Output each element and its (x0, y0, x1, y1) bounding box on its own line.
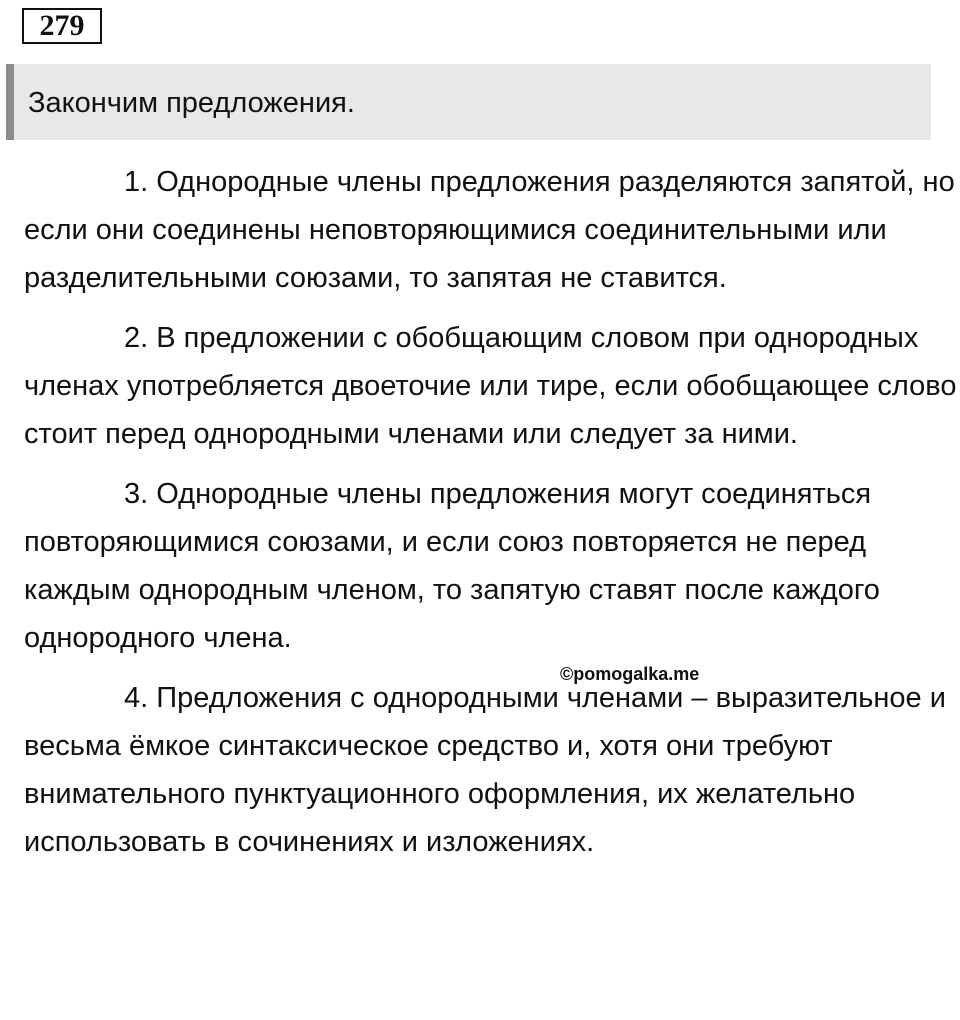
watermark: ©pomogalka.me (560, 664, 700, 684)
answer-paragraph-4: 4. Предложения с однородными членами – выразительное и весьма ёмкое синтаксическое средство и, хотя они требуют внимательного пунктуационного оформления, их желательно использовать в сочинениях и изложениях. (24, 682, 946, 858)
answer-paragraph-1: 1. Однородные члены предложения разделяются запятой, но если они соединены неповторяющимися соединительными или разделительными союзами, то запятая не ставится. (24, 166, 955, 294)
answer-paragraph-2: 2. В предложении с обобщающим словом при однородных членах употребляется двоеточие или тире, если обобщающее слово стоит перед однородными членами или следует за ними. (24, 322, 957, 450)
task-number: 279 (22, 8, 102, 44)
task-instruction-box (6, 64, 931, 140)
answers-list (24, 158, 960, 878)
task-instruction: Закончим предложения. (28, 87, 355, 119)
answer-paragraph-3: 3. Однородные члены предложения могут соединяться повторяющимися союзами, и если союз повторяется не перед каждым однородным членом, то запятую ставят после каждого однородного члена. (24, 478, 880, 654)
